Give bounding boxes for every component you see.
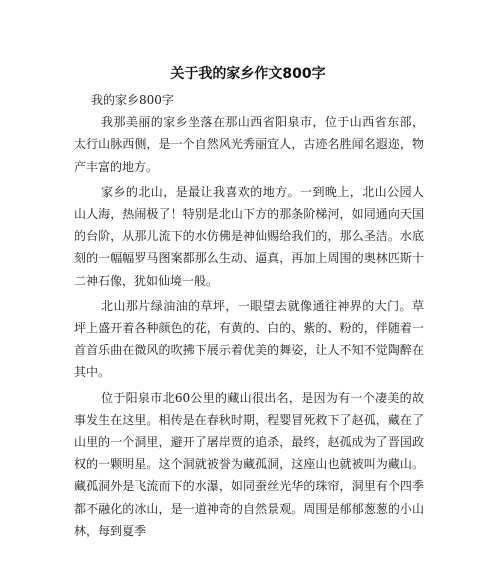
paragraph-3: 北山那片绿油油的草坪，一眼望去就像通往神界的大门。草坪上盛开着各种颜色的花，有黄的、白的、紫的、粉的，伴随着一首首乐曲在微风的吹拂下展示着优美的舞姿，让人不知不觉陶醉在其中。 bbox=[74, 298, 424, 380]
paragraph-2: 家乡的北山，是最让我喜欢的地方。一到晚上，北山公园人山人海，热闹极了！特别是北山下方的那条阶梯河，如同通向天国的台阶，从那儿流下的水仿佛是神仙赐给我们的，那么圣洁。水底刻的一幅幅罗马图案都那么生动、逼真，再加上周围的奥林匹斯十二神石像，犹如仙境一般。 bbox=[74, 184, 424, 288]
document-body bbox=[74, 89, 424, 545]
document-title: 关于我的家乡作文800字 bbox=[170, 66, 326, 82]
document-subtitle: 我的家乡800字 bbox=[91, 93, 174, 107]
paragraph-1: 我那美丽的家乡坐落在那山西省阳泉市，位于山西省东部，太行山脉西侧，是一个自然风光秀丽宜人，古迹名胜闻名遐迩，物产丰富的地方。 bbox=[74, 115, 424, 174]
paragraph-4: 位于阳泉市北60公里的藏山很出名，是因为有一个凄美的故事发生在这里。相传是在春秋时期，程婴冒死救下了赵孤，藏在了山里的一个洞里，避开了屠岸贾的追杀，最终，赵孤成为了晋国政权的一颗明星。这个洞就被誉为藏孤洞，这座山也就被叫为藏山。藏孤洞外是飞流而下的水瀑，如同蚕丝光华的珠帘，洞里有个四季都不融化的冰山，是一道神奇的自然景观。周围是郁郁葱葱的小山林，每到夏季 bbox=[74, 390, 424, 538]
